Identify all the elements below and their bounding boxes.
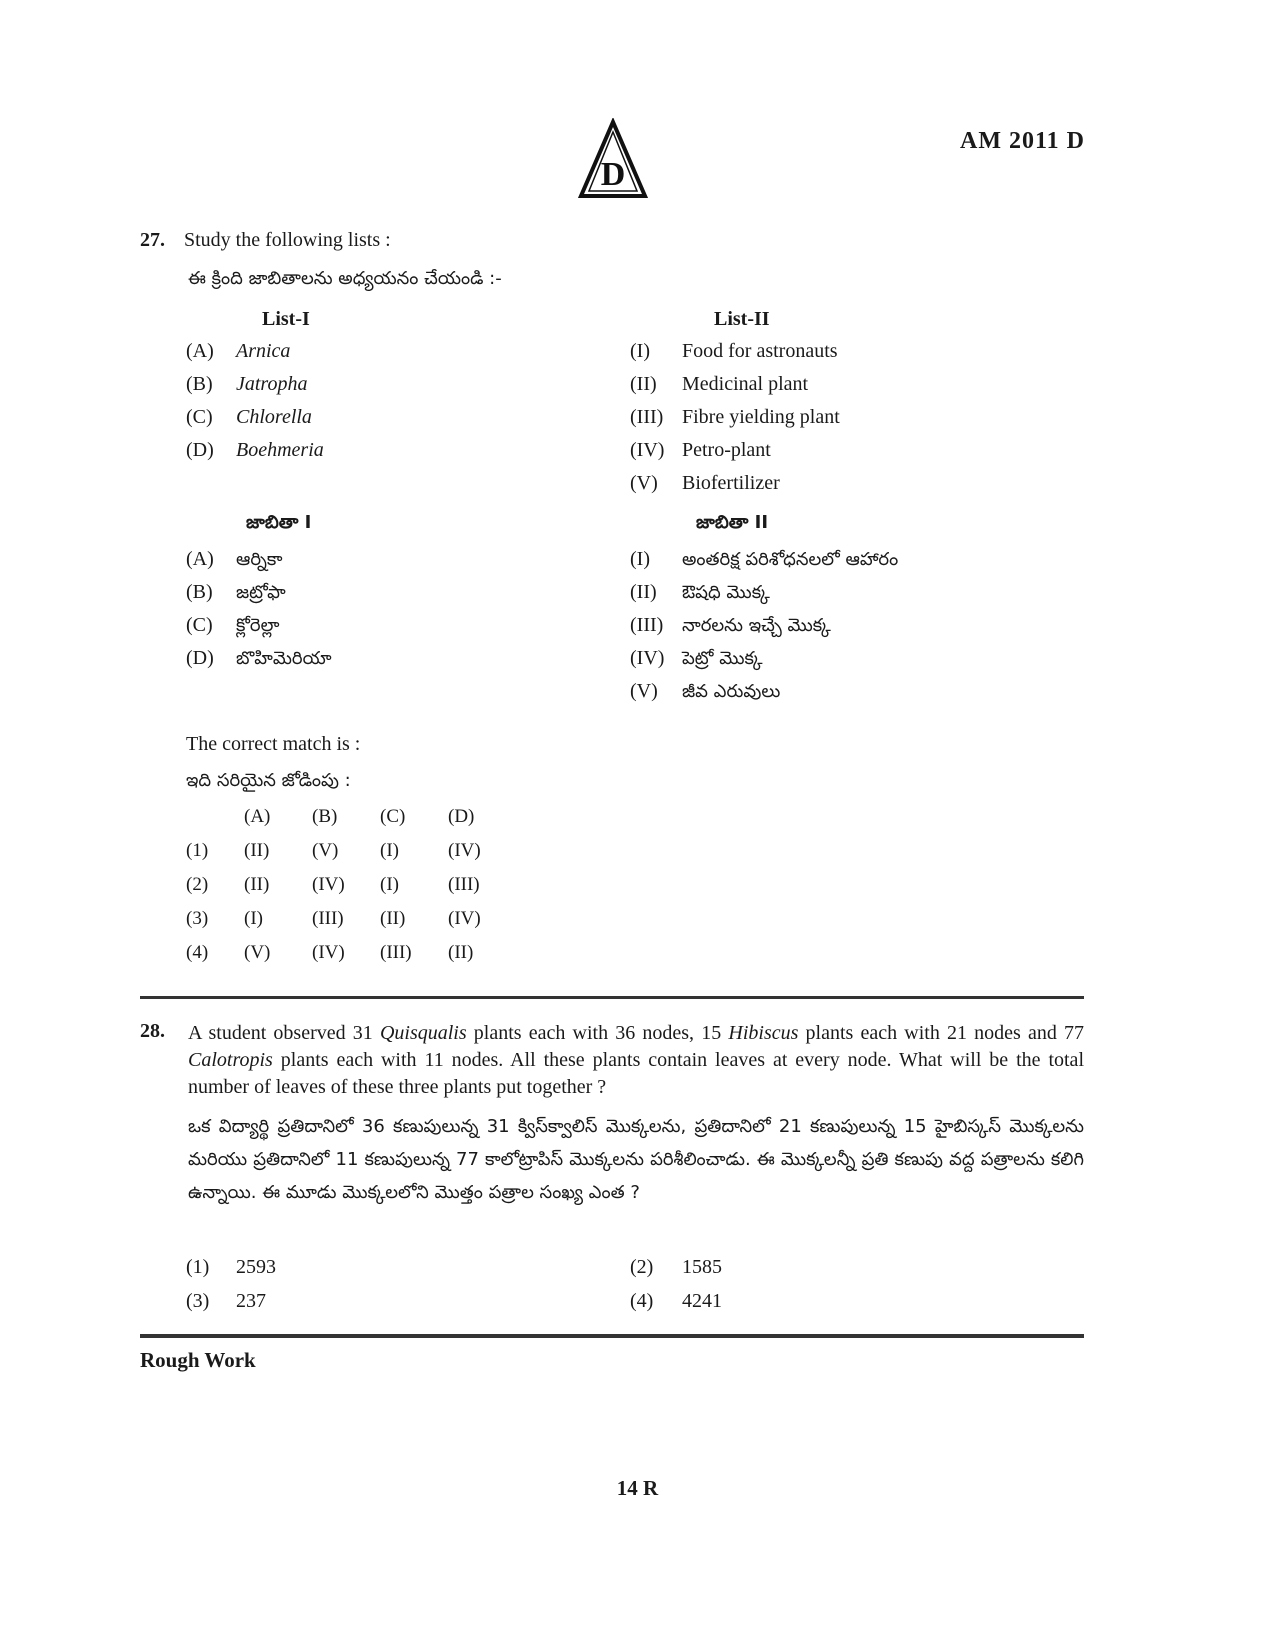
booklet-series-triangle-logo bbox=[578, 118, 648, 202]
list2-item-5: (V) Biofertilizer bbox=[630, 472, 780, 494]
q28-option-4: (4) 4241 bbox=[630, 1290, 722, 1312]
grid-header-row: (A) (B) (C) (D) bbox=[244, 806, 475, 827]
q27-option-1: (1) (II) (V) (I) (IV) bbox=[186, 840, 481, 861]
list1-te-item-a: (A) ఆర్నికా bbox=[186, 548, 283, 570]
q27-options-grid bbox=[186, 806, 516, 976]
list1-item-b: (B) Jatropha bbox=[186, 373, 308, 395]
q27-prompt-en-text: Study the following lists : bbox=[184, 229, 391, 251]
list1-item-c: (C) Chlorella bbox=[186, 406, 312, 428]
q28-option-2: (2) 1585 bbox=[630, 1256, 722, 1278]
q28-text-en: A student observed 31 Quisqualis plants each with 36 nodes, 15 Hibiscus plants each with 21 nodes and 77 Calotropis plants each with 11 nodes. All these plants contain leaves at every node. What will be the total number of leaves of these three plants put together ? bbox=[188, 1022, 1085, 1098]
q27-match-te: ఇది సరియైన జోడింపు : bbox=[186, 770, 351, 791]
q27-option-4: (4) (V) (IV) (III) (II) bbox=[186, 942, 474, 963]
list2-te-item-2: (II) ఔషధి మొక్క bbox=[630, 581, 770, 603]
rough-work-label: Rough Work bbox=[140, 1348, 256, 1372]
list1-items-en bbox=[186, 340, 324, 472]
q28-number: 28. bbox=[140, 1020, 165, 1042]
q27-prompt-en bbox=[140, 224, 391, 257]
list2-item-1: (I) Food for astronauts bbox=[630, 340, 838, 362]
list1-item-a: (A) Arnica bbox=[186, 340, 291, 362]
q27-prompt-te: ఈ క్రింది జాబితాలను అధ్యయనం చేయండి :- bbox=[188, 268, 502, 289]
list2-item-2: (II) Medicinal plant bbox=[630, 373, 809, 395]
list1-te-item-d: (D) బొహిమెరియా bbox=[186, 647, 332, 669]
q27-option-2: (2) (II) (IV) (I) (III) bbox=[186, 874, 480, 895]
q27-match-en: The correct match is : bbox=[186, 733, 361, 755]
list2-items-te bbox=[630, 548, 898, 713]
list2-title-en: List-II bbox=[714, 308, 770, 330]
list2-te-item-4: (IV) పెట్రో మొక్క bbox=[630, 647, 763, 669]
list1-title-te: జాబితా I bbox=[246, 512, 312, 533]
list2-items-en bbox=[630, 340, 840, 505]
divider-rule bbox=[140, 996, 1084, 999]
list2-te-item-5: (V) జీవ ఎరువులు bbox=[630, 680, 781, 702]
list1-te-item-c: (C) క్లోరెల్లా bbox=[186, 614, 280, 636]
page-number: 14 R bbox=[616, 1476, 659, 1500]
q28-text-te: ఒక విద్యార్థి ప్రతిదానిలో 36 కణుపులున్న 31 క్విస్‌క్వాలిస్ మొక్కలను, ప్రతిదానిలో 21 కణుపులున్న 15 హైబిస్కస్ మొక్కలను మరియు ప్రతిదానిలో 11 కణుపులున్న 77 కాలోట్రాపిస్ మొక్కలను పరిశీలించాడు. ఈ మొక్కలన్నీ ప్రతి కణుపు వద్ద పత్రాలను కలిగి ఉన్నాయి. ఈ మూడు మొక్కలలోని మొత్తం పత్రాల సంఖ్య ఎంత ? bbox=[188, 1116, 1084, 1203]
list2-item-3: (III) Fibre yielding plant bbox=[630, 406, 840, 428]
q27-number: 27. bbox=[140, 229, 165, 251]
list1-title-en: List-I bbox=[262, 308, 310, 330]
logo-letter: D bbox=[600, 156, 626, 193]
list1-items-te bbox=[186, 548, 332, 680]
q27-option-3: (3) (I) (III) (II) (IV) bbox=[186, 908, 481, 929]
paper-code: AM 2011 D bbox=[960, 128, 1085, 154]
list2-te-item-1: (I) అంతరిక్ష పరిశోధనలలో ఆహారం bbox=[630, 548, 899, 570]
list2-item-4: (IV) Petro-plant bbox=[630, 439, 771, 461]
q28-option-1: (1) 2593 bbox=[186, 1256, 276, 1278]
q28-option-3: (3) 237 bbox=[186, 1290, 266, 1312]
list2-title-te: జాబితా II bbox=[696, 512, 769, 533]
list2-te-item-3: (III) నారలను ఇచ్చే మొక్క bbox=[630, 614, 831, 636]
footer-rule bbox=[140, 1334, 1084, 1338]
list1-item-d: (D) Boehmeria bbox=[186, 439, 324, 461]
list1-te-item-b: (B) జట్రోఫా bbox=[186, 581, 286, 603]
